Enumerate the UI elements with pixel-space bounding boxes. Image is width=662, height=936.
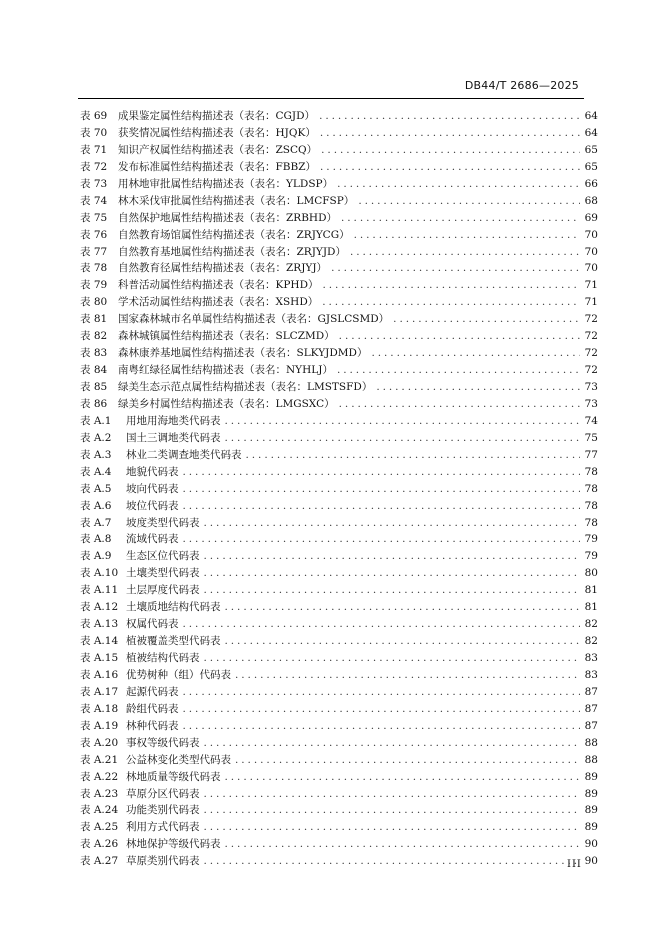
toc-entry-number: 表 A.3	[80, 448, 112, 461]
toc-leader-dots	[320, 159, 580, 176]
toc-entry-page: 82	[584, 618, 598, 631]
toc-entry[interactable]	[80, 701, 598, 718]
toc-entry-title: 学术活动属性结构描述表（表名：XSHD）	[118, 296, 319, 309]
toc-entry-number: 表 77	[80, 245, 108, 258]
toc-leader-dots	[331, 260, 580, 277]
toc-entry-number: 表 A.23	[80, 787, 119, 800]
toc-entry[interactable]	[80, 802, 598, 819]
toc-entry[interactable]	[80, 176, 598, 193]
toc-leader-dots	[246, 447, 581, 464]
toc-entry[interactable]	[80, 752, 598, 769]
toc-entry-page: 87	[584, 702, 598, 715]
toc-entry-page: 89	[584, 787, 598, 800]
toc-entry[interactable]	[80, 159, 598, 176]
toc-entry[interactable]	[80, 430, 598, 447]
toc-leader-dots	[204, 735, 581, 752]
toc-leader-dots	[225, 413, 581, 430]
toc-entry-number: 表 73	[80, 177, 108, 190]
toc-entry-page: 68	[584, 194, 598, 207]
toc-entry-number: 表 78	[80, 262, 108, 275]
toc-leader-dots	[320, 125, 580, 142]
toc-entry-number: 表 A.10	[80, 567, 119, 580]
toc-leader-dots	[225, 430, 581, 447]
toc-entry-page: 89	[584, 804, 598, 817]
toc-entry-page: 81	[584, 584, 598, 597]
toc-entry-number: 表 A.8	[80, 533, 112, 546]
toc-entry-title: 地貌代码表	[126, 465, 179, 478]
toc-leader-dots	[204, 548, 581, 565]
toc-entry-number: 表 A.15	[80, 652, 119, 664]
toc-entry-page: 78	[584, 465, 598, 478]
toc-entry-number: 表 85	[80, 381, 108, 393]
toc-entry-number: 表 83	[80, 347, 108, 360]
toc-entry-page: 64	[584, 126, 598, 139]
toc-entry-title: 土壤类型代码表	[126, 567, 200, 580]
toc-entry-title: 国家森林城市名单属性结构描述表（表名：GJSLCSMD）	[118, 313, 390, 326]
toc-entry-page: 72	[584, 330, 598, 343]
toc-entry-number: 表 A.2	[80, 431, 112, 444]
toc-entry-number: 表 75	[80, 211, 108, 224]
toc-entry-number: 表 86	[80, 397, 108, 410]
toc-entry-page: 69	[584, 211, 598, 224]
toc-entry[interactable]	[80, 447, 598, 464]
toc-entry-page: 73	[584, 381, 598, 393]
toc-entry[interactable]	[80, 362, 598, 379]
toc-entry-number: 表 A.9	[80, 550, 112, 563]
header-divider	[78, 98, 584, 99]
toc-entry[interactable]	[80, 836, 598, 853]
toc-entry-title: 植被覆盖类型代码表	[126, 635, 221, 648]
toc-entry-page: 83	[584, 652, 598, 664]
toc-entry-title: 自然保护地属性结构描述表（表名：ZRBHD）	[118, 211, 337, 224]
toc-entry[interactable]	[80, 379, 598, 396]
toc-entry-number: 表 69	[80, 110, 108, 122]
toc-entry-title: 功能类别代码表	[126, 804, 200, 817]
toc-entry-title: 森林康养基地属性结构描述表（表名：SLKYJDMD）	[118, 347, 368, 360]
toc-entry[interactable]	[80, 277, 598, 294]
toc-entry-page: 88	[584, 753, 598, 766]
toc-entry-title: 公益林变化类型代码表	[126, 753, 231, 766]
toc-entry[interactable]	[80, 599, 598, 616]
toc-leader-dots	[204, 515, 581, 532]
toc-entry-number: 表 71	[80, 143, 108, 156]
toc-entry-title: 龄组代码表	[126, 702, 179, 715]
toc-entry-page: 64	[584, 110, 598, 122]
toc-entry-title: 土层厚度代码表	[126, 584, 200, 597]
toc-entry-page: 83	[584, 668, 598, 681]
toc-entry[interactable]	[80, 684, 598, 701]
toc-leader-dots	[204, 853, 581, 870]
toc-leader-dots	[371, 345, 580, 362]
toc-entry-page: 75	[584, 431, 598, 444]
toc-entry-title: 林地质量等级代码表	[126, 770, 221, 783]
toc-entry-page: 82	[584, 635, 598, 648]
toc-entry-page: 77	[584, 448, 598, 461]
toc-entry-number: 表 A.7	[80, 516, 112, 529]
toc-leader-dots	[339, 396, 580, 413]
toc-entry-title: 事权等级代码表	[126, 736, 200, 749]
toc-entry[interactable]	[80, 413, 598, 430]
toc-entry[interactable]	[80, 565, 598, 582]
toc-entry-number: 表 74	[80, 194, 108, 207]
toc-entry-number: 表 84	[80, 364, 108, 377]
toc-entry[interactable]	[80, 735, 598, 752]
toc-entry-number: 表 72	[80, 160, 108, 173]
toc-leader-dots	[183, 481, 581, 498]
toc-leader-dots	[337, 362, 580, 379]
toc-entry-title: 南粤红绿径属性结构描述表（表名：NYHLJ）	[118, 364, 333, 377]
toc-leader-dots	[225, 836, 581, 853]
toc-entry[interactable]	[80, 853, 598, 870]
toc-entry-number: 表 A.11	[80, 584, 119, 597]
toc-leader-dots	[341, 210, 580, 227]
toc-entry[interactable]	[80, 769, 598, 786]
toc-entry-number: 表 82	[80, 330, 108, 343]
toc-entry-number: 表 A.19	[80, 719, 119, 732]
toc-entry[interactable]	[80, 260, 598, 277]
toc-entry-title: 林木采伐审批属性结构描述表（表名：LMCFSP）	[118, 194, 355, 207]
toc-entry-page: 72	[584, 347, 598, 360]
toc-leader-dots	[183, 616, 581, 633]
toc-entry-title: 林地保护等级代码表	[126, 838, 221, 851]
standard-code: DB44/T 2686—2025	[464, 79, 579, 92]
toc-entry[interactable]	[80, 464, 598, 481]
toc-entry-page: 78	[584, 499, 598, 512]
toc-entry-number: 表 A.6	[80, 499, 112, 512]
toc-entry-number: 表 A.12	[80, 601, 119, 614]
toc-entry-title: 自然教育场馆属性结构描述表（表名：ZRJYCG）	[118, 228, 350, 241]
toc-entry-page: 79	[584, 550, 598, 563]
toc-leader-dots	[183, 701, 581, 718]
toc-entry-title: 绿美乡村属性结构描述表（表名：LMGSXC）	[118, 397, 335, 410]
toc-entry-page: 87	[584, 685, 598, 698]
toc-entry-page: 72	[584, 313, 598, 326]
toc-entry[interactable]	[80, 193, 598, 210]
toc-entry-page: 88	[584, 736, 598, 749]
toc-entry[interactable]	[80, 311, 598, 328]
toc-entry[interactable]	[80, 294, 598, 311]
toc-entry-page: 81	[584, 601, 598, 614]
toc-entry-page: 70	[584, 262, 598, 275]
toc-leader-dots	[235, 752, 580, 769]
toc-leader-dots	[183, 531, 581, 548]
toc-entry-number: 表 80	[80, 296, 108, 309]
toc-entry-page: 70	[584, 228, 598, 241]
toc-leader-dots	[204, 565, 581, 582]
toc-entry-title: 坡向代码表	[126, 482, 179, 495]
toc-entry[interactable]	[80, 633, 598, 650]
toc-leader-dots	[204, 582, 581, 599]
toc-entry-title: 草原分区代码表	[126, 787, 200, 800]
toc-entry-number: 表 70	[80, 126, 108, 139]
toc-leader-dots	[183, 464, 581, 481]
toc-entry-title: 流域代码表	[126, 533, 179, 546]
toc-entry-number: 表 A.25	[80, 821, 119, 834]
table-of-contents	[80, 108, 598, 870]
toc-entry[interactable]	[80, 227, 598, 244]
toc-entry-page: 78	[584, 482, 598, 495]
toc-entry[interactable]	[80, 345, 598, 362]
toc-entry-title: 绿美生态示范点属性结构描述表（表名：LMSTSFD）	[118, 381, 373, 393]
toc-entry-number: 表 A.1	[80, 414, 112, 427]
toc-leader-dots	[337, 176, 580, 193]
toc-entry[interactable]	[80, 108, 598, 125]
toc-entry-title: 成果鉴定属性结构描述表（表名：CGJD）	[118, 110, 316, 122]
toc-entry-number: 表 81	[80, 313, 108, 326]
toc-entry[interactable]	[80, 548, 598, 565]
toc-entry[interactable]	[80, 531, 598, 548]
toc-entry-page: 80	[584, 567, 598, 580]
toc-entry[interactable]	[80, 650, 598, 667]
toc-entry-page: 73	[584, 397, 598, 410]
toc-entry-number: 表 A.13	[80, 618, 119, 631]
toc-entry-title: 获奖情况属性结构描述表（表名：HJQK）	[118, 126, 316, 139]
toc-leader-dots	[358, 193, 580, 210]
toc-leader-dots	[354, 227, 580, 244]
toc-entry-number: 表 76	[80, 228, 108, 241]
toc-leader-dots	[183, 498, 581, 515]
toc-entry[interactable]	[80, 515, 598, 532]
toc-entry-number: 表 A.14	[80, 635, 119, 648]
toc-entry-title: 权属代码表	[126, 618, 179, 631]
toc-entry-number: 表 A.24	[80, 804, 119, 817]
toc-entry[interactable]	[80, 142, 598, 159]
toc-entry[interactable]	[80, 244, 598, 261]
toc-leader-dots	[225, 599, 581, 616]
toc-entry-title: 土壤质地结构代码表	[126, 601, 221, 614]
toc-entry-title: 利用方式代码表	[126, 821, 200, 834]
toc-entry[interactable]	[80, 616, 598, 633]
toc-entry-title: 自然教育基地属性结构描述表（表名：ZRJYJD）	[118, 245, 346, 258]
toc-entry-page: 87	[584, 719, 598, 732]
toc-entry-title: 发布标准属性结构描述表（表名：FBBZ）	[118, 160, 317, 173]
toc-leader-dots	[204, 819, 581, 836]
toc-entry[interactable]	[80, 328, 598, 345]
toc-entry-title: 用地用海地类代码表	[126, 414, 221, 427]
toc-entry-title: 森林城镇属性结构描述表（表名：SLCZMD）	[118, 330, 335, 343]
toc-leader-dots	[204, 802, 581, 819]
toc-entry-number: 表 A.5	[80, 482, 112, 495]
toc-entry-number: 表 79	[80, 279, 108, 292]
toc-leader-dots	[235, 667, 580, 684]
toc-entry-number: 表 A.20	[80, 736, 119, 749]
toc-entry-title: 国土三调地类代码表	[126, 431, 221, 444]
toc-entry-title: 坡度类型代码表	[126, 516, 200, 529]
toc-entry-page: 66	[584, 177, 598, 190]
toc-entry-title: 用林地审批属性结构描述表（表名：YLDSP）	[118, 177, 334, 190]
toc-entry[interactable]	[80, 819, 598, 836]
toc-entry-number: 表 A.16	[80, 668, 119, 681]
toc-entry[interactable]	[80, 210, 598, 227]
toc-entry-title: 自然教育径属性结构描述表（表名：ZRJYJ）	[118, 262, 328, 275]
toc-entry[interactable]	[80, 786, 598, 803]
toc-entry-title: 林业二类调查地类代码表	[126, 448, 242, 461]
toc-entry-title: 植被结构代码表	[126, 652, 200, 664]
toc-entry-page: 71	[584, 296, 598, 309]
toc-leader-dots	[225, 769, 581, 786]
toc-entry-page: 90	[584, 855, 598, 868]
toc-entry-number: 表 A.21	[80, 753, 119, 766]
toc-entry[interactable]	[80, 498, 598, 515]
toc-leader-dots	[183, 684, 581, 701]
toc-entry-page: 71	[584, 279, 598, 292]
toc-entry[interactable]	[80, 582, 598, 599]
toc-leader-dots	[321, 142, 580, 159]
toc-leader-dots	[339, 328, 580, 345]
toc-entry-title: 知识产权属性结构描述表（表名：ZSCQ）	[118, 143, 318, 156]
toc-leader-dots	[319, 108, 580, 125]
toc-leader-dots	[204, 786, 581, 803]
toc-leader-dots	[322, 277, 580, 294]
toc-entry[interactable]	[80, 667, 598, 684]
toc-entry-page: 72	[584, 364, 598, 377]
toc-leader-dots	[322, 294, 580, 311]
toc-entry-page: 89	[584, 770, 598, 783]
toc-entry-title: 坡位代码表	[126, 499, 179, 512]
toc-leader-dots	[183, 718, 581, 735]
toc-leader-dots	[376, 379, 580, 396]
toc-leader-dots	[204, 650, 581, 667]
toc-entry-title: 优势树种（组）代码表	[126, 668, 231, 681]
toc-leader-dots	[225, 633, 581, 650]
toc-entry-page: 74	[584, 414, 598, 427]
toc-leader-dots	[393, 311, 580, 328]
toc-entry-number: 表 A.4	[80, 465, 112, 478]
toc-entry-page: 89	[584, 821, 598, 834]
toc-entry-page: 78	[584, 516, 598, 529]
page-number: III	[567, 859, 582, 870]
toc-entry-page: 79	[584, 533, 598, 546]
toc-entry-title: 科普活动属性结构描述表（表名：KPHD）	[118, 279, 319, 292]
toc-entry-title: 草原类别代码表	[126, 855, 200, 868]
toc-entry-number: 表 A.18	[80, 702, 119, 715]
toc-entry-title: 林种代码表	[126, 719, 179, 732]
toc-leader-dots	[350, 244, 580, 261]
toc-entry-title: 生态区位代码表	[126, 550, 200, 563]
toc-entry-number: 表 A.17	[80, 685, 119, 698]
toc-entry-page: 65	[584, 143, 598, 156]
toc-entry-title: 起源代码表	[126, 685, 179, 698]
toc-entry[interactable]	[80, 718, 598, 735]
toc-entry[interactable]	[80, 481, 598, 498]
toc-entry-number: 表 A.26	[80, 838, 119, 851]
toc-entry-page: 90	[584, 838, 598, 851]
toc-entry-page: 65	[584, 160, 598, 173]
toc-entry[interactable]	[80, 396, 598, 413]
toc-entry-number: 表 A.27	[80, 855, 119, 868]
toc-entry-page: 70	[584, 245, 598, 258]
toc-entry-number: 表 A.22	[80, 770, 119, 783]
toc-entry[interactable]	[80, 125, 598, 142]
